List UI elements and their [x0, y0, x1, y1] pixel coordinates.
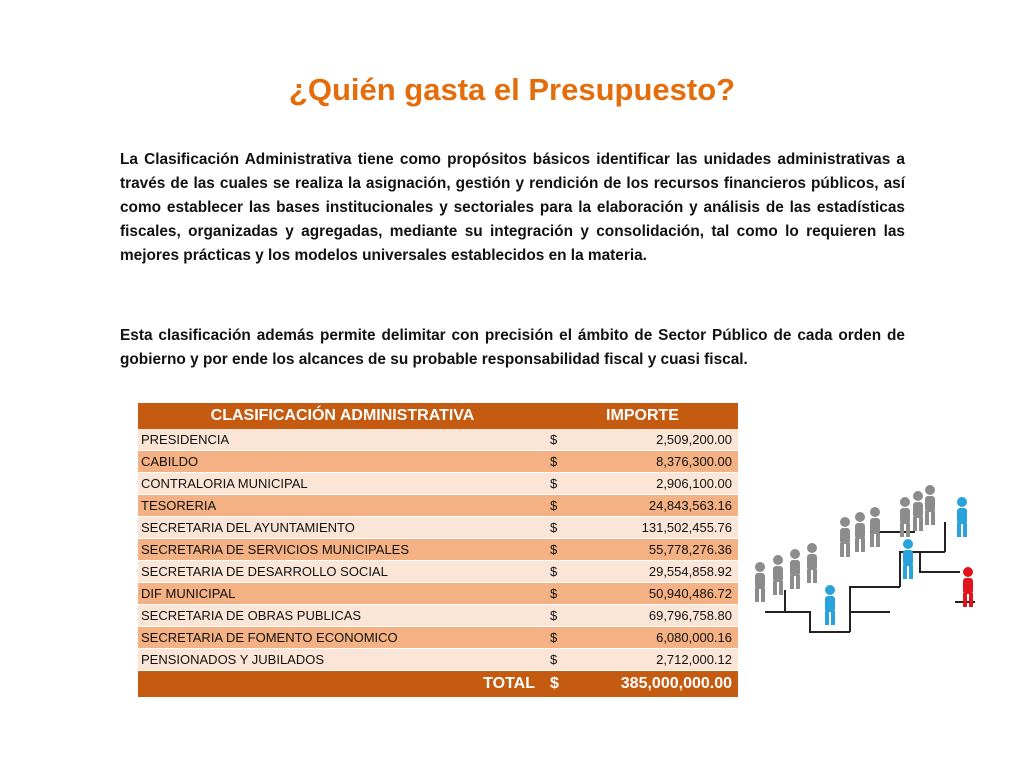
total-currency: $ — [547, 671, 579, 698]
unit-amount: 2,712,000.12 — [579, 649, 738, 671]
unit-amount: 29,554,858.92 — [579, 561, 738, 583]
person-figure — [913, 491, 923, 531]
currency-symbol: $ — [547, 561, 579, 583]
table-row — [138, 605, 738, 627]
currency-symbol: $ — [547, 495, 579, 517]
unit-amount: 50,940,486.72 — [579, 583, 738, 605]
unit-name: PENSIONADOS Y JUBILADOS — [138, 649, 547, 671]
page-title: ¿Quién gasta el Presupuesto? — [288, 72, 736, 107]
unit-name: SECRETARIA DE SERVICIOS MUNICIPALES — [138, 539, 547, 561]
currency-symbol: $ — [547, 473, 579, 495]
person-figure — [825, 585, 835, 625]
person-figure — [925, 485, 935, 525]
person-figure — [855, 512, 865, 552]
unit-name: SECRETARIA DE DESARROLLO SOCIAL — [138, 561, 547, 583]
table-row — [138, 627, 738, 649]
unit-name: SECRETARIA DE FOMENTO ECONOMICO — [138, 627, 547, 649]
unit-name: SECRETARIA DEL AYUNTAMIENTO — [138, 517, 547, 539]
currency-symbol: $ — [547, 517, 579, 539]
table-row — [138, 451, 738, 473]
person-figure — [870, 507, 880, 547]
table-body — [138, 429, 738, 671]
person-figure — [840, 517, 850, 557]
currency-symbol: $ — [547, 605, 579, 627]
unit-amount: 6,080,000.16 — [579, 627, 738, 649]
total-row — [138, 671, 738, 698]
person-figure — [790, 549, 800, 589]
paragraph-definition: La Clasificación Administrativa tiene como propósitos básicos identificar las unidades administrativas a través de las cuales se realiza la asignación, gestión y rendición de los recursos financieros públicos, así como establecer las bases institucionales y sectoriales para la elaboración y análisis de las estadísticas fiscales, organizadas y agregadas, mediante su integración y consolidación, tal como lo requieren las mejores prácticas y los modelos universales establecidos en la materia. — [120, 151, 905, 264]
unit-name: PRESIDENCIA — [138, 429, 547, 451]
table-row — [138, 539, 738, 561]
table-row — [138, 473, 738, 495]
person-figure — [903, 539, 913, 579]
table-row — [138, 583, 738, 605]
person-figure — [773, 555, 783, 595]
currency-symbol: $ — [547, 649, 579, 671]
unit-amount: 2,509,200.00 — [579, 429, 738, 451]
person-figure — [957, 497, 967, 537]
person-figure — [807, 543, 817, 583]
header-amount: IMPORTE — [547, 403, 738, 429]
paragraph-scope: Esta clasificación además permite delimitar con precisión el ámbito de Sector Público de cada orden de gobierno y por ende los alcances de su probable responsabilidad fiscal y cuasi fiscal. — [120, 327, 905, 368]
unit-amount: 8,376,300.00 — [579, 451, 738, 473]
table-row — [138, 495, 738, 517]
header-classification: CLASIFICACIÓN ADMINISTRATIVA — [138, 403, 547, 429]
currency-symbol: $ — [547, 451, 579, 473]
total-label: TOTAL — [138, 671, 547, 698]
unit-name: SECRETARIA DE OBRAS PUBLICAS — [138, 605, 547, 627]
currency-symbol: $ — [547, 627, 579, 649]
org-chart-people-illustration — [740, 462, 990, 652]
unit-amount: 2,906,100.00 — [579, 473, 738, 495]
people-figures — [755, 485, 973, 625]
person-figure — [755, 562, 765, 602]
unit-name: DIF MUNICIPAL — [138, 583, 547, 605]
unit-amount: 131,502,455.76 — [579, 517, 738, 539]
unit-amount: 55,778,276.36 — [579, 539, 738, 561]
currency-symbol: $ — [547, 539, 579, 561]
total-amount: 385,000,000.00 — [579, 671, 738, 698]
unit-name: CONTRALORIA MUNICIPAL — [138, 473, 547, 495]
table-row — [138, 429, 738, 451]
currency-symbol: $ — [547, 429, 579, 451]
unit-amount: 24,843,563.16 — [579, 495, 738, 517]
table-row — [138, 517, 738, 539]
table-header-row — [138, 403, 738, 429]
table-row — [138, 649, 738, 671]
unit-amount: 69,796,758.80 — [579, 605, 738, 627]
unit-name: CABILDO — [138, 451, 547, 473]
currency-symbol: $ — [547, 583, 579, 605]
unit-name: TESORERIA — [138, 495, 547, 517]
budget-table — [138, 403, 738, 698]
table-row — [138, 561, 738, 583]
